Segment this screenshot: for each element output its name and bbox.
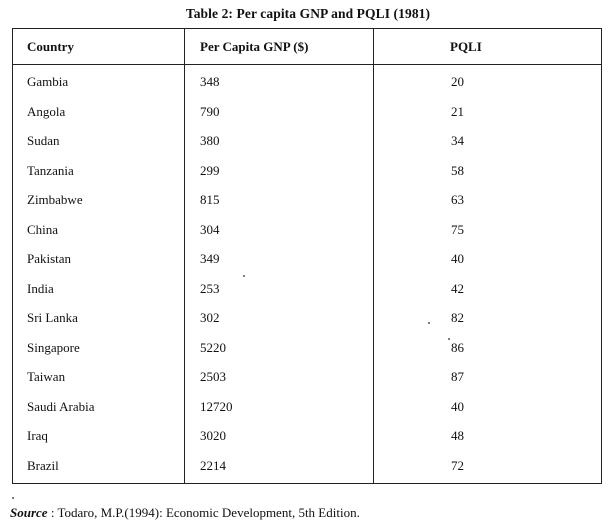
source-text: Todaro, M.P.(1994): Economic Development, 5th Edition.	[57, 505, 360, 520]
table-row	[13, 308, 601, 338]
cell-pqli: 42	[451, 280, 464, 296]
table-row	[13, 190, 601, 220]
cell-gnp: 3020	[200, 428, 226, 443]
cell-gnp: 12720	[200, 398, 233, 414]
scan-speck	[448, 338, 450, 340]
table-row	[13, 249, 601, 279]
cell-pqli: 40	[451, 398, 464, 414]
cell-gnp: 302	[200, 310, 220, 325]
cell-country: Tanzania	[27, 162, 74, 178]
table-row	[13, 220, 601, 250]
cell-pqli: 86	[451, 339, 464, 355]
table-row	[13, 102, 601, 132]
cell-country: Singapore	[27, 339, 80, 355]
scan-speck	[428, 322, 430, 324]
table-row	[13, 131, 601, 161]
table-row	[13, 397, 601, 427]
scan-speck	[243, 275, 245, 277]
table-row	[13, 72, 601, 102]
cell-gnp: 2214	[200, 457, 226, 473]
table-row	[13, 426, 601, 456]
source-note	[10, 505, 360, 521]
cell-pqli: 21	[451, 103, 464, 119]
table-row	[13, 338, 601, 368]
cell-gnp: 5220	[200, 339, 226, 355]
cell-pqli: 58	[451, 162, 464, 178]
cell-country: Sri Lanka	[27, 310, 78, 325]
table-row	[13, 456, 601, 486]
data-table	[12, 28, 602, 484]
cell-pqli: 72	[451, 457, 464, 473]
cell-country: China	[27, 221, 59, 237]
table-row	[13, 279, 601, 309]
cell-pqli: 34	[451, 133, 464, 148]
cell-gnp: 815	[200, 192, 220, 207]
cell-country: Pakistan	[27, 251, 72, 266]
cell-country: Zimbabwe	[27, 192, 83, 207]
cell-gnp: 299	[200, 162, 220, 178]
cell-pqli: 87	[451, 369, 464, 384]
cell-country: India	[27, 280, 54, 296]
cell-pqli: 63	[451, 192, 464, 207]
cell-country: Sudan	[27, 133, 60, 148]
scan-speck	[12, 497, 14, 499]
cell-pqli: 40	[451, 251, 464, 266]
cell-country: Angola	[27, 103, 66, 119]
header-per-capita-gnp: Per Capita GNP ($)	[200, 39, 309, 54]
table-row	[13, 367, 601, 397]
header-pqli: PQLI	[450, 39, 482, 54]
table-body	[13, 72, 601, 485]
cell-pqli: 82	[451, 310, 464, 325]
table-row	[13, 161, 601, 191]
header-divider	[13, 64, 601, 65]
source-label: Source	[10, 505, 48, 520]
cell-pqli: 20	[451, 74, 464, 89]
cell-gnp: 2503	[200, 369, 226, 384]
table-title: Table 2: Per capita GNP and PQLI (1981)	[185, 6, 431, 21]
cell-pqli: 75	[451, 221, 464, 237]
header-country: Country	[27, 39, 74, 54]
cell-pqli: 48	[451, 428, 464, 443]
cell-country: Gambia	[27, 74, 69, 89]
cell-country: Brazil	[27, 457, 59, 473]
cell-country: Saudi Arabia	[27, 398, 95, 414]
cell-gnp: 253	[200, 280, 220, 296]
cell-gnp: 380	[200, 133, 220, 148]
cell-country: Iraq	[27, 428, 48, 443]
cell-gnp: 790	[200, 103, 220, 119]
cell-gnp: 304	[200, 221, 220, 237]
cell-gnp: 348	[200, 74, 220, 89]
cell-gnp: 349	[200, 251, 220, 266]
cell-country: Taiwan	[27, 369, 66, 384]
source-separator: :	[47, 505, 58, 520]
